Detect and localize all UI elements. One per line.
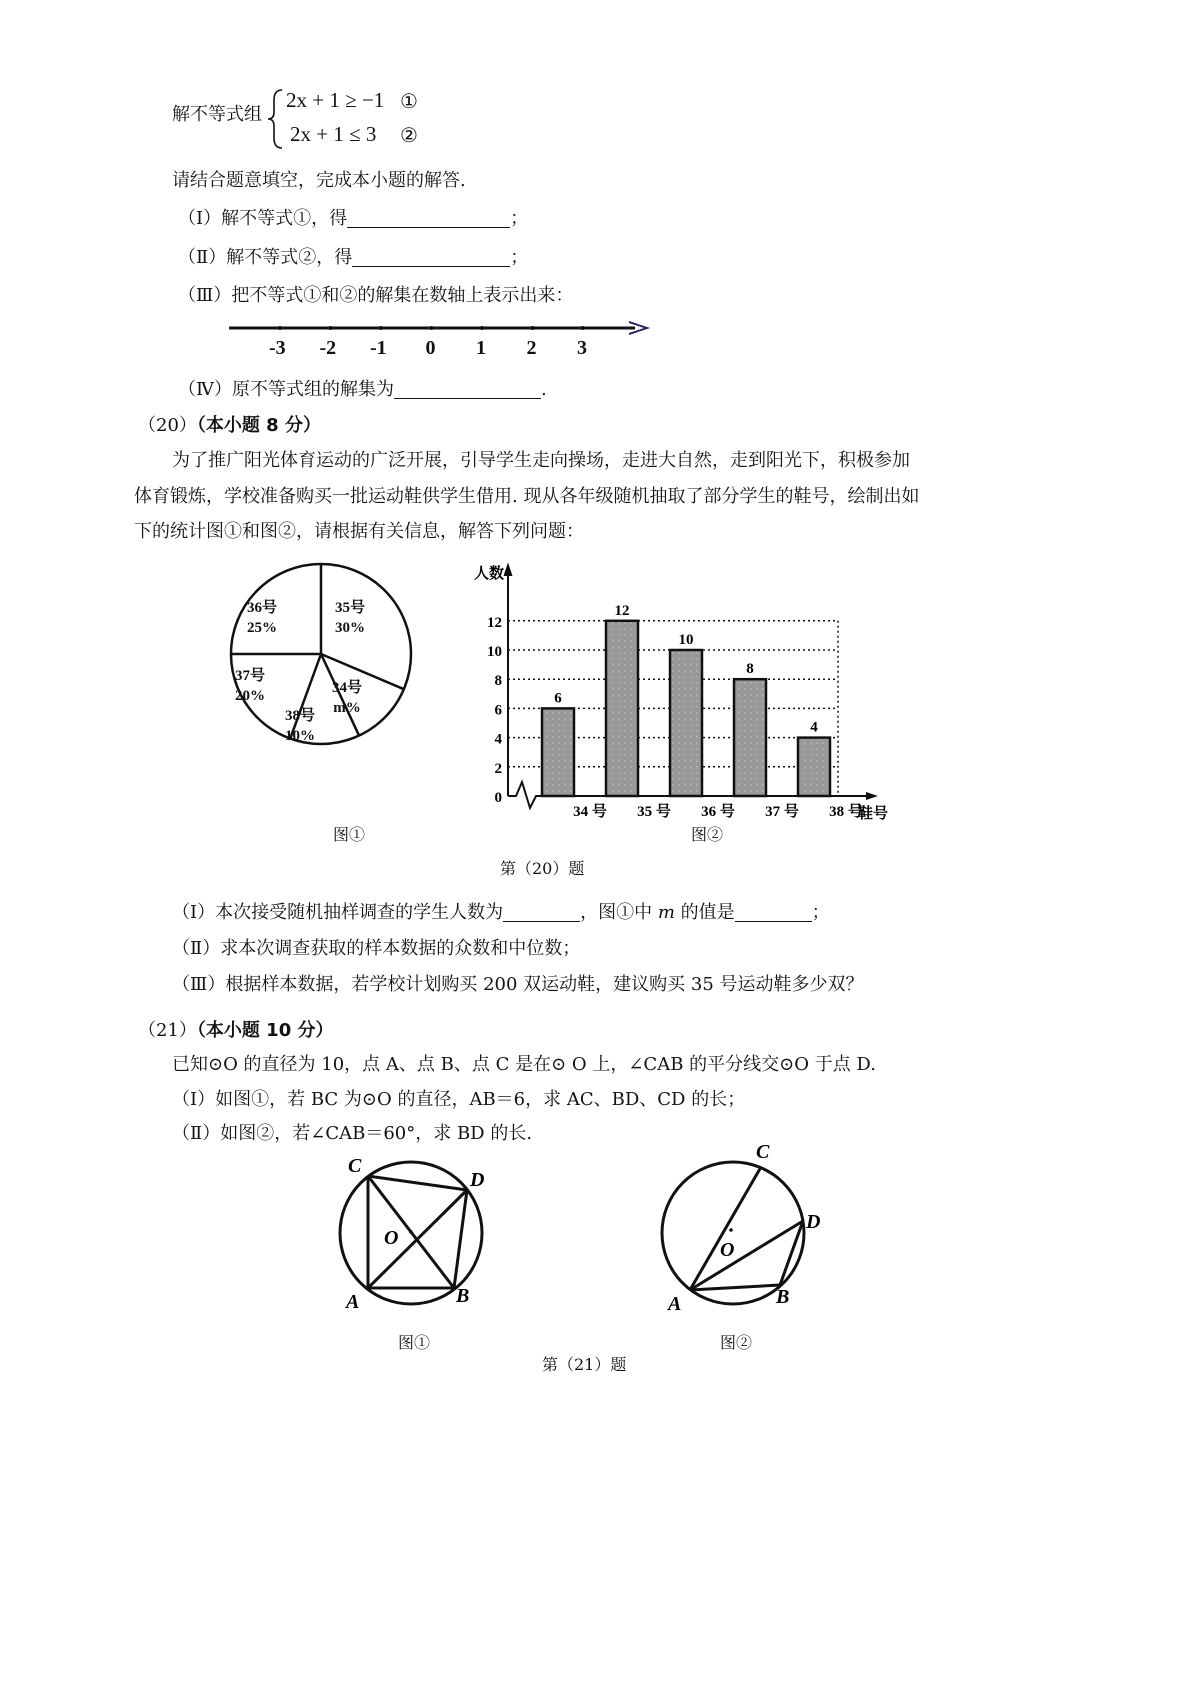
part2-prefix: （Ⅱ）解不等式②，得 [178, 247, 353, 268]
label-a: A [668, 1293, 682, 1315]
q21-number: （21） [138, 1020, 197, 1041]
number-line-tick [329, 326, 333, 330]
part1-suffix: ； [510, 208, 529, 229]
inequality-2-tag: ② [400, 123, 418, 147]
label-b: B [456, 1285, 470, 1307]
y-tick-label: 4 [494, 731, 502, 748]
y-tick-label: 8 [494, 673, 502, 690]
bar-value-label: 6 [554, 690, 562, 707]
part4-prefix: （Ⅳ）原不等式组的解集为 [178, 379, 394, 400]
label-o: O [720, 1239, 735, 1261]
circle-figure-1 [330, 1150, 510, 1320]
number-line-tick [480, 326, 484, 330]
y-axis-label: 人数 [473, 566, 504, 582]
label-a: A [346, 1291, 360, 1313]
number-line-label: -3 [269, 337, 286, 359]
bar [670, 650, 702, 796]
y-tick-label: 0 [494, 790, 502, 806]
q20-part1-end: ； [811, 902, 830, 923]
q20-part1-text3: 的值是 [680, 902, 735, 923]
q21-line1: 已知⊙O 的直径为 10，点 A、点 B、点 C 是在⊙ O 上，∠CAB 的平分线交⊙O 于点 D. [172, 1054, 876, 1075]
pie-slice-label [335, 598, 365, 638]
chord-ac [690, 1167, 761, 1290]
pie-slice-value: 20% [235, 688, 265, 704]
y-tick-label: 2 [494, 760, 502, 777]
part2-suffix: ； [510, 247, 529, 268]
chord-cd [368, 1176, 467, 1190]
label-o: O [384, 1227, 399, 1249]
pie-slice-label [285, 706, 315, 746]
label-c: C [348, 1155, 362, 1177]
pie-slice-label [332, 678, 362, 718]
q21-fig2-caption: 图② [720, 1333, 753, 1352]
part2-answer-blank[interactable] [352, 248, 510, 267]
q21-line2: （Ⅰ）如图①，若 BC 为⊙O 的直径，AB＝6，求 AC、BD、CD 的长； [172, 1089, 746, 1110]
q20-score: （本小题 8 分） [196, 415, 321, 436]
number-line-label: -1 [370, 337, 387, 359]
inequality-2: 2x + 1 ≤ 3 [290, 122, 377, 146]
pie-slice-value: m% [333, 700, 361, 716]
q19-part3: （Ⅲ）把不等式①和②的解集在数轴上表示出来： [178, 285, 574, 306]
part1-prefix: （Ⅰ）解不等式①，得 [178, 208, 348, 229]
bar-value-label: 8 [746, 661, 754, 678]
pie-slice-name: 38号 [285, 708, 316, 724]
q20-heading [138, 417, 321, 435]
label-d: D [806, 1211, 821, 1233]
q20-part1 [172, 903, 830, 922]
number-line-label: 0 [425, 337, 436, 359]
x-tick-label: 37 号 [765, 804, 799, 820]
number-line-tick [379, 326, 383, 330]
inequality-1: 2x + 1 ≥ −1 [286, 88, 385, 112]
x-axis-label: 鞋号 [858, 806, 889, 822]
label-c: C [756, 1141, 770, 1163]
center-dot [409, 1230, 413, 1234]
y-tick-label: 6 [494, 702, 502, 719]
number-line[interactable] [225, 318, 655, 338]
fig1-caption: 图① [333, 825, 366, 844]
q20-part1-text: （Ⅰ）本次接受随机抽样调查的学生人数为 [172, 902, 504, 923]
number-line-tick [531, 326, 535, 330]
bar-value-label: 10 [678, 632, 694, 648]
bar-value-label: 4 [810, 719, 818, 736]
q19-part1 [178, 209, 528, 228]
pie-slice-label [235, 666, 265, 706]
q20-part2: （Ⅱ）求本次调查获取的样本数据的众数和中位数； [172, 938, 581, 959]
q20-part3: （Ⅲ）根据样本数据，若学校计划购买 200 双运动鞋，建议购买 35 号运动鞋多少双？ [172, 974, 864, 995]
bar [734, 679, 766, 796]
part4-answer-blank[interactable] [394, 380, 541, 399]
q20-para-line1: 为了推广阳光体育运动的广泛开展，引导学生走向操场，走进大自然，走到阳光下，积极参加 [172, 450, 910, 471]
chord-ab [690, 1285, 780, 1290]
q21-heading [138, 1022, 334, 1040]
pie-slice-name: 35号 [335, 600, 366, 616]
q20-para-line3: 下的统计图①和图②，请根据有关信息，解答下列问题： [134, 521, 584, 542]
q19-part4 [178, 380, 547, 399]
pie-slice-name: 36号 [247, 600, 278, 616]
q20-para-line2: 体育锻炼，学校准备购买一批运动鞋供学生借用. 现从各年级随机抽取了部分学生的鞋号，绘制出如 [134, 486, 920, 507]
q21-score: （本小题 10 分） [196, 1020, 334, 1041]
brace-icon [266, 88, 286, 150]
number-line-tick [430, 326, 434, 330]
number-line-label: 1 [476, 337, 486, 359]
y-tick-label: 12 [487, 614, 502, 631]
fig2-caption: 图② [691, 825, 724, 844]
x-tick-label: 36 号 [701, 804, 735, 820]
bar-chart [460, 560, 890, 825]
circle-figure-2 [650, 1138, 840, 1323]
q20-part1-text2: ，图①中 [580, 902, 653, 923]
number-line-label: 2 [526, 337, 537, 359]
y-axis-arrow-icon [504, 564, 512, 576]
part4-suffix: . [540, 379, 547, 400]
label-d: D [470, 1169, 485, 1191]
q20-figure-caption: 第（20）题 [500, 859, 585, 878]
chord-db [454, 1190, 467, 1288]
bar [798, 738, 830, 796]
m-value-blank[interactable] [735, 903, 812, 922]
bar [606, 621, 638, 796]
number-line-tick [278, 326, 282, 330]
q19-part2 [178, 248, 528, 267]
variable-m: m [657, 902, 675, 923]
pie-slice-name: 34号 [332, 680, 363, 696]
bar [542, 708, 574, 796]
inequality-1-tag: ① [400, 89, 418, 113]
label-b: B [776, 1286, 790, 1308]
chord-ad [368, 1190, 467, 1288]
pie-slice-value: 25% [247, 620, 277, 636]
center-dot [729, 1228, 733, 1232]
part1-answer-blank[interactable] [347, 209, 510, 228]
pie-slice-label [247, 598, 277, 638]
pie-chart [225, 558, 420, 753]
x-tick-label: 34 号 [573, 804, 607, 820]
system-label: 解不等式组 [172, 104, 262, 125]
number-line-tick [581, 326, 585, 330]
instruction: 请结合题意填空，完成本小题的解答. [172, 170, 466, 191]
x-axis-arrow-icon [866, 792, 878, 800]
pie-slice-value: 30% [335, 620, 365, 636]
bar-value-label: 12 [614, 602, 630, 619]
x-tick-label: 38 号 [829, 804, 863, 820]
q20-number: （20） [138, 415, 197, 436]
q21-line3: （Ⅱ）如图②，若∠CAB＝60°，求 BD 的长. [172, 1123, 533, 1144]
number-line-label: 3 [577, 337, 587, 359]
x-tick-label: 35 号 [637, 804, 671, 820]
q21-figure-caption: 第（21）题 [542, 1355, 627, 1374]
pie-slice-name: 37号 [235, 668, 266, 684]
student-count-blank[interactable] [503, 903, 580, 922]
number-line-label: -2 [319, 337, 337, 359]
pie-slice-value: 10% [285, 728, 315, 744]
y-tick-label: 10 [487, 644, 502, 660]
q21-fig1-caption: 图① [398, 1333, 431, 1352]
